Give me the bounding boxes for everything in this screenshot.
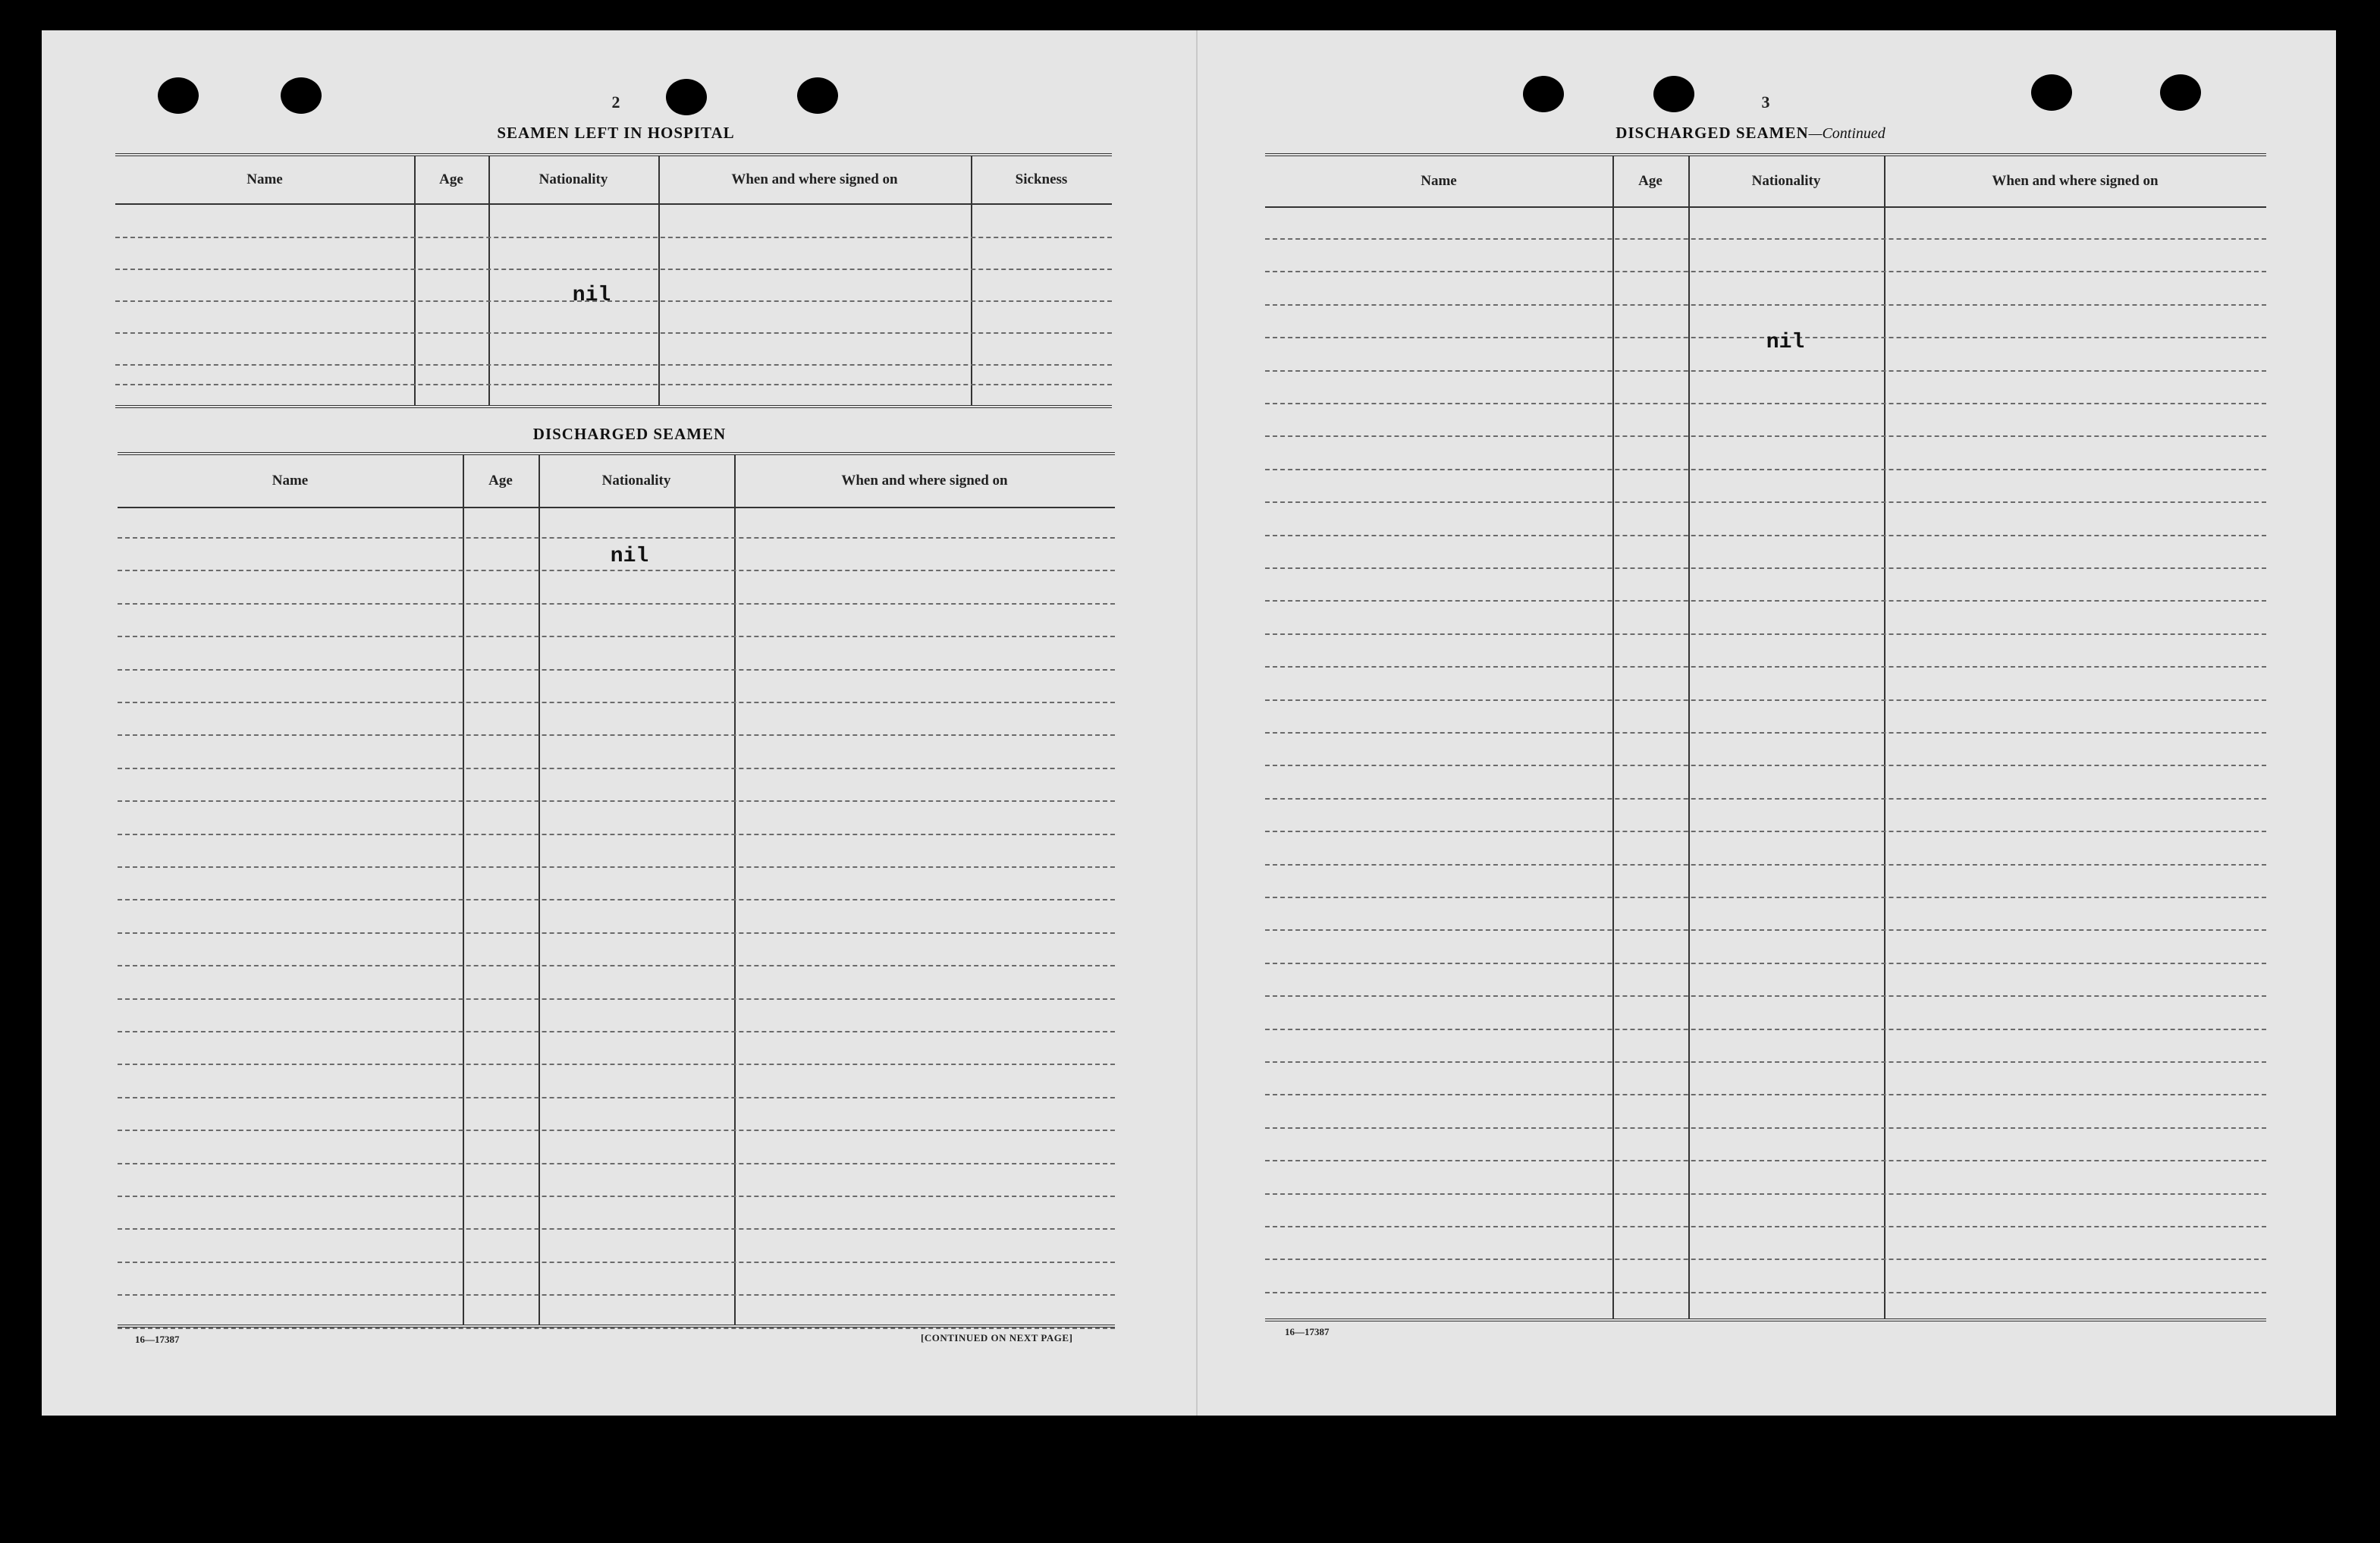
ruled-line <box>1265 1029 2266 1030</box>
col-header-age: Age <box>488 473 513 489</box>
ruled-line <box>118 1163 1115 1164</box>
ruled-line <box>1265 963 2266 964</box>
ruled-line <box>1265 567 2266 569</box>
punch-hole <box>281 77 322 114</box>
ruled-line <box>1265 370 2266 372</box>
ruled-line <box>1265 864 2266 866</box>
hospital-nil-entry: nil <box>572 284 611 307</box>
continued-note: [CONTINUED ON NEXT PAGE] <box>921 1332 1073 1343</box>
ruled-line <box>1265 666 2266 668</box>
ruled-line <box>1265 435 2266 437</box>
ruled-line <box>118 1228 1115 1230</box>
ruled-line <box>118 768 1115 769</box>
ruled-line <box>1265 304 2266 306</box>
ruled-line <box>1265 1061 2266 1063</box>
ruled-line <box>1265 535 2266 536</box>
ruled-line <box>1265 929 2266 931</box>
col-header-age: Age <box>1638 173 1663 189</box>
ruled-line <box>118 669 1115 671</box>
col-header-sickness: Sickness <box>1015 171 1068 187</box>
punch-hole <box>1653 76 1694 112</box>
punch-hole <box>2160 74 2201 111</box>
ruled-line <box>1265 600 2266 602</box>
center-fold <box>1196 30 1198 1416</box>
punch-hole <box>1523 76 1564 112</box>
ruled-line <box>118 636 1115 637</box>
discharged-nil-entry-left: nil <box>610 545 649 568</box>
discharged-table-left <box>118 452 1115 1328</box>
discharged-nil-entry-right: nil <box>1766 331 1805 354</box>
col-header-signed-on: When and where signed on <box>1992 173 2159 189</box>
ruled-line <box>1265 1094 2266 1095</box>
col-header-age: Age <box>439 171 463 187</box>
hospital-section-title: SEAMEN LEFT IN HOSPITAL <box>497 124 735 142</box>
ruled-line <box>1265 1292 2266 1293</box>
ruled-line <box>118 1294 1115 1296</box>
ruled-line <box>118 998 1115 1000</box>
ruled-line <box>118 1262 1115 1263</box>
form-number-left: 16—17387 <box>135 1334 180 1345</box>
ruled-line <box>1265 699 2266 701</box>
ruled-line <box>1265 1160 2266 1161</box>
punch-hole <box>2031 74 2072 111</box>
ruled-line <box>1265 238 2266 240</box>
discharged-section-title: DISCHARGED SEAMEN <box>532 425 727 443</box>
ruled-line <box>118 734 1115 736</box>
ruled-line <box>1265 501 2266 503</box>
ruled-line <box>118 1196 1115 1197</box>
hospital-table <box>115 153 1112 408</box>
ruled-line <box>118 932 1115 934</box>
ruled-line <box>1265 1226 2266 1227</box>
col-header-signed-on: When and where signed on <box>841 473 1008 489</box>
ruled-line <box>1265 469 2266 470</box>
ruled-line <box>1265 633 2266 635</box>
ruled-line <box>118 965 1115 966</box>
discharged-table-right <box>1265 153 2266 1321</box>
ruled-line <box>118 866 1115 868</box>
ruled-line <box>1265 995 2266 997</box>
punch-hole <box>797 77 838 114</box>
ruled-line <box>1265 271 2266 272</box>
ruled-line <box>1265 403 2266 404</box>
title-suffix: —Continued <box>1808 125 1885 142</box>
ruled-line <box>118 603 1115 605</box>
ruled-line <box>118 570 1115 571</box>
page-number-left: 2 <box>611 93 620 112</box>
ruled-line <box>118 1031 1115 1032</box>
col-header-signed-on: When and where signed on <box>731 171 898 187</box>
ruled-line <box>1265 1127 2266 1129</box>
ruled-line <box>118 1064 1115 1065</box>
ruled-line <box>1265 765 2266 766</box>
ruled-line <box>118 834 1115 835</box>
ruled-line <box>118 800 1115 802</box>
col-header-name: Name <box>1421 173 1457 189</box>
punch-hole <box>666 79 707 115</box>
ruled-line <box>1265 897 2266 898</box>
ruled-line <box>1265 732 2266 734</box>
ruled-line <box>118 1328 1115 1329</box>
discharged-continued-title <box>1615 124 1885 143</box>
ruled-line <box>118 1130 1115 1131</box>
form-number-right: 16—17387 <box>1285 1326 1330 1337</box>
ruled-line <box>1265 798 2266 800</box>
ruled-line <box>118 537 1115 539</box>
col-header-nationality: Nationality <box>1751 173 1821 189</box>
ruled-line <box>118 1097 1115 1098</box>
punch-hole <box>158 77 199 114</box>
col-header-name: Name <box>246 171 283 187</box>
col-header-nationality: Nationality <box>601 473 671 489</box>
title-text: DISCHARGED SEAMEN <box>1615 124 1809 142</box>
ruled-line <box>118 899 1115 900</box>
col-header-nationality: Nationality <box>538 171 608 187</box>
ruled-line <box>1265 1259 2266 1260</box>
page-number-right: 3 <box>1761 93 1770 112</box>
ruled-line <box>1265 1193 2266 1195</box>
ruled-line <box>1265 831 2266 832</box>
ruled-line <box>118 702 1115 703</box>
col-header-name: Name <box>272 473 309 489</box>
